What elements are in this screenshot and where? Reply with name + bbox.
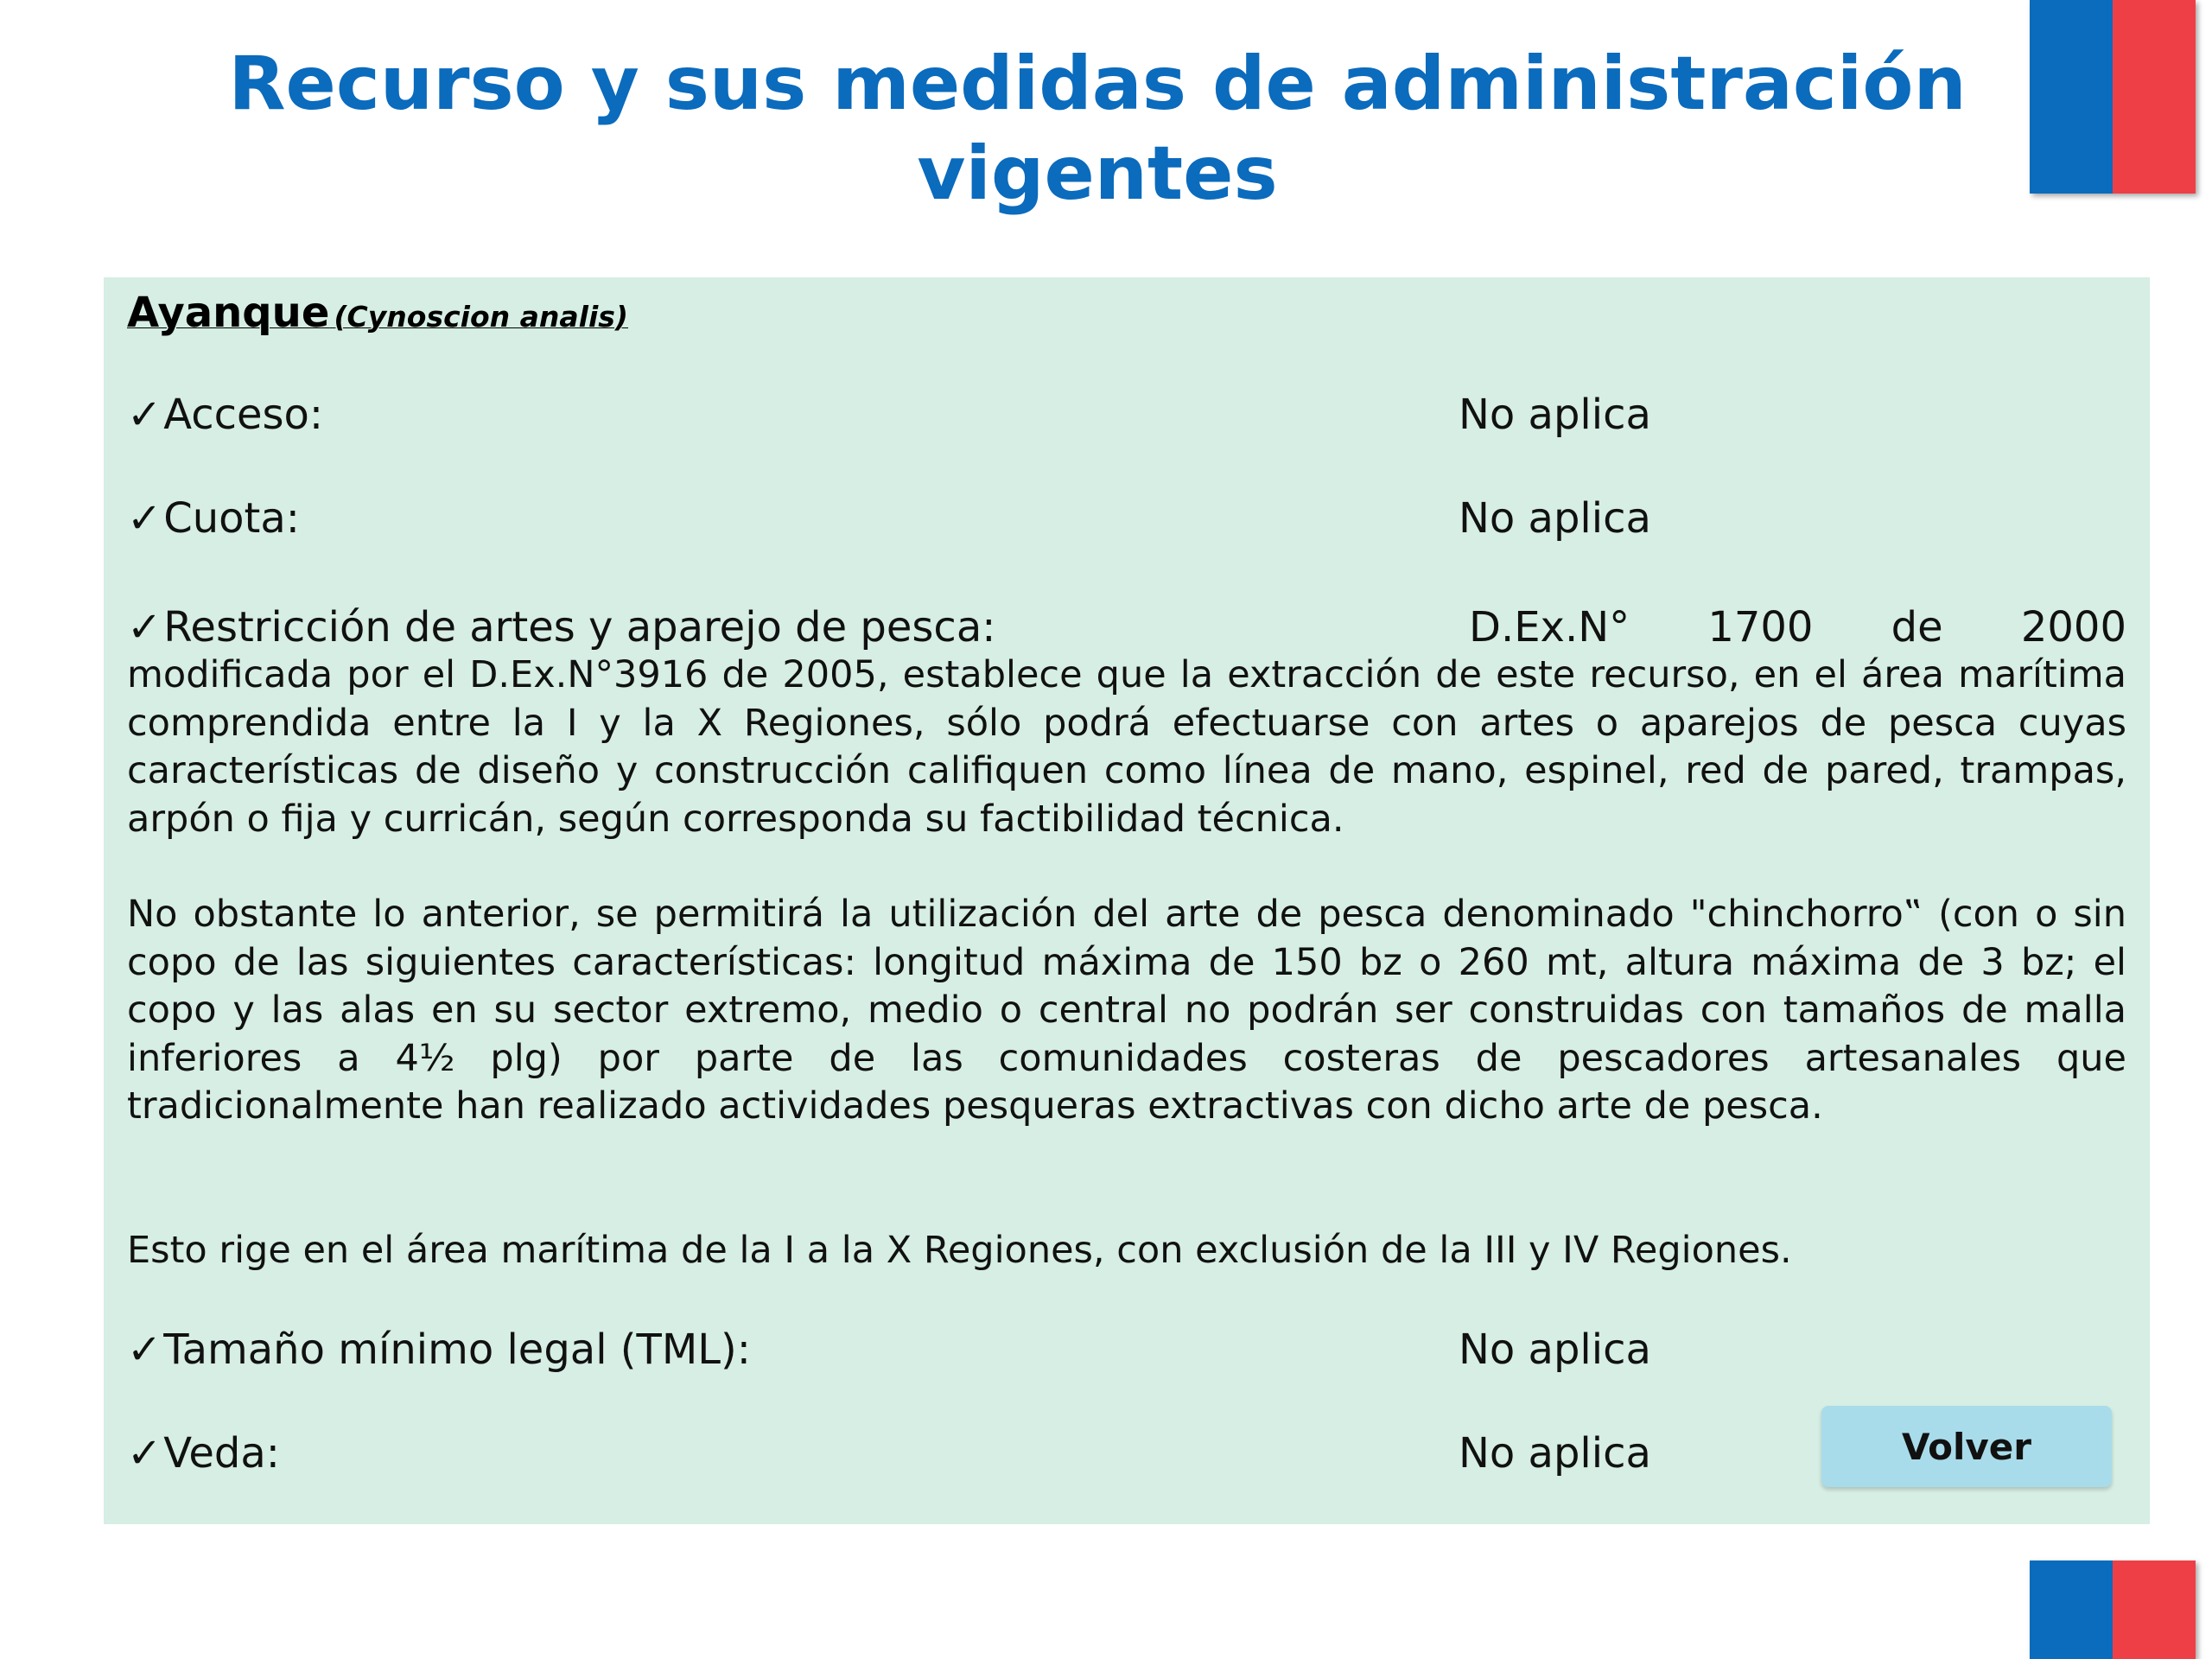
- measure-label: ✓Tamaño mínimo legal (TML):: [127, 1325, 751, 1374]
- flag-blue-stripe: [2030, 1560, 2113, 1659]
- check-icon: ✓: [127, 1325, 162, 1374]
- measure-label: ✓Veda:: [127, 1429, 280, 1478]
- flag-logo-bottom: [2030, 1560, 2196, 1659]
- flag-red-stripe: [2113, 0, 2196, 194]
- measure-label: ✓Acceso:: [127, 391, 324, 439]
- check-icon: ✓: [127, 603, 162, 652]
- measure-value: No aplica: [1459, 1429, 1651, 1478]
- restriction-paragraph-3: Esto rige en el área marítima de la I a la X Regiones, con exclusión de la III y IV Regiones.: [127, 1229, 1792, 1272]
- flag-red-stripe: [2113, 1560, 2196, 1659]
- measure-value: No aplica: [1459, 494, 1651, 543]
- species-scientific-name: (Cynoscion analis): [334, 300, 628, 334]
- restriction-paragraph-1: modificada por el D.Ex.N°3916 de 2005, establece que la extracción de este recurso, en el área marítima comprendida entre la I y la X Regiones, sólo podrá efectuarse con artes o aparejos de pesca cuyas características de diseño y construcción califiquen como línea de mano, espinel, red de pared, trampas, arpón o fija y curricán, según corresponda su factibilidad técnica.: [127, 653, 2126, 841]
- slide-title-line-1: Recurso y sus medidas de administración: [228, 41, 1967, 127]
- check-icon: ✓: [127, 1429, 162, 1478]
- measure-label: ✓Restricción de artes y aparejo de pesca:: [127, 603, 996, 652]
- resource-panel: [104, 277, 2150, 1524]
- measure-value: No aplica: [1459, 391, 1651, 439]
- decree-reference: D.Ex.N° 1700 de 2000: [1469, 603, 2126, 652]
- slide-title: [130, 39, 2065, 219]
- slide-title-line-2: vigentes: [917, 130, 1278, 217]
- species-common-name: Ayanque: [127, 289, 330, 337]
- check-icon: ✓: [127, 391, 162, 439]
- flag-logo-top: [2030, 0, 2196, 194]
- restriction-paragraph-2: No obstante lo anterior, se permitirá la utilización del arte de pesca denominado "chinchorro‟ (con o sin copo de las siguientes características: longitud máxima de 150 bz o 260 mt, altura máxima de 3 bz; el copo y las alas en su sector extremo, medio o central no podrán ser construidas con tamaños de malla inferiores a 4½ plg) por parte de las comunidades costeras de pescadores artesanales que tradicionalmente han realizado actividades pesqueras extractivas con dicho arte de pesca.: [127, 893, 2126, 1128]
- flag-blue-stripe: [2030, 0, 2113, 194]
- measure-label: ✓Cuota:: [127, 494, 300, 543]
- species-heading: [127, 289, 628, 337]
- back-button[interactable]: Volver: [1821, 1406, 2112, 1487]
- measure-value: No aplica: [1459, 1325, 1651, 1374]
- check-icon: ✓: [127, 494, 162, 543]
